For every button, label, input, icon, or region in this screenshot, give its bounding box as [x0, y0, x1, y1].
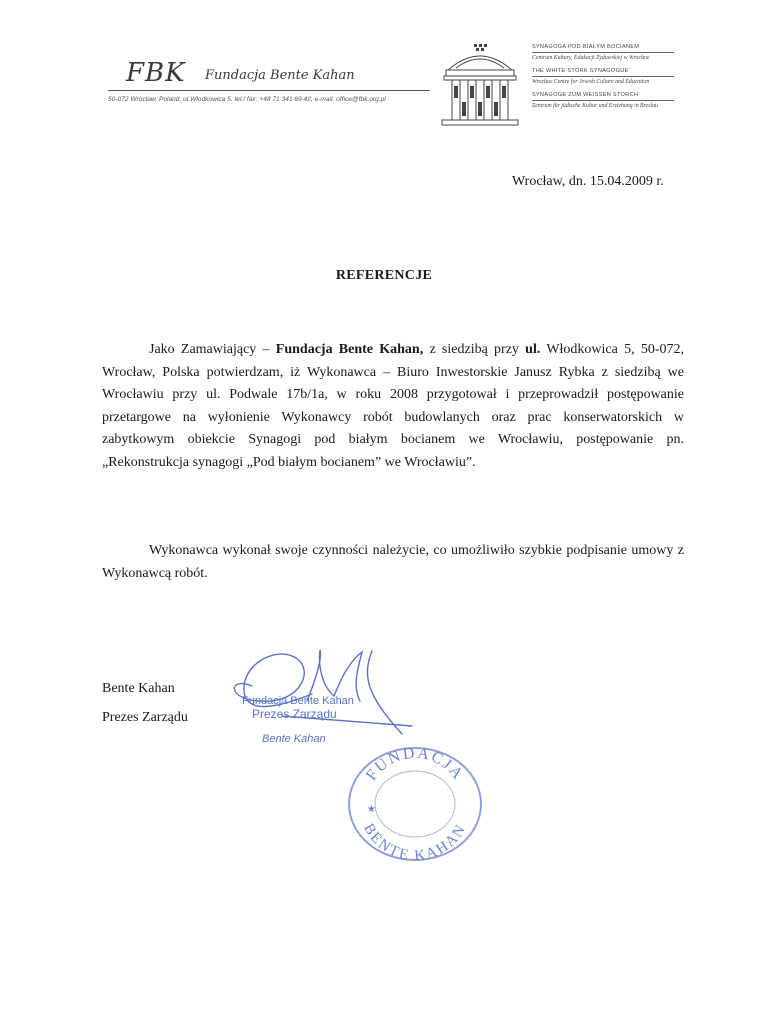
letterhead-block-rule — [532, 52, 674, 53]
synagogue-building-icon — [438, 40, 522, 130]
letter-paragraph-1 — [102, 339, 684, 475]
letterhead-block-de — [532, 92, 674, 109]
letterhead-block-pl — [532, 44, 674, 61]
letterhead-logo: FBK — [126, 58, 186, 88]
letter-heading: REFERENCJE — [335, 268, 433, 283]
letterhead-block-en — [532, 68, 674, 85]
signature-stamp-line2: Prezes Zarządu — [252, 707, 337, 721]
signatory-title: Prezes Zarządu — [102, 710, 188, 725]
paragraph-1-bold-street: ul. — [525, 342, 541, 357]
seal-star-icon: ★ — [367, 804, 376, 815]
letter-date: Wrocław, dn. 15.04.2009 r. — [512, 174, 664, 189]
letterhead-block-subtitle: Wrocław Centre for Jewish Culture and Education — [532, 79, 650, 85]
paragraph-1-rest: Włodkowica 5, 50-072, Wrocław, Polska potwierdzam, iż Wykonawca – Biuro Inwestorskie Janusz Rybka z siedzibą we Wrocławiu przy ul. Podwale 17b/1a, w roku 2008 przygotował i przeprowadził postępowanie przetargowe na wyłonienie Wykonawcy robót budowlanych oraz prac konserwatorskich w zabytkowym obiekcie Synagogi pod białym bocianem we Wrocławiu, postępowanie pn. „Rekonstrukcja synagogi „Pod białym bocianem” we Wrocławiu”. — [102, 342, 684, 470]
letterhead-divider — [108, 90, 430, 91]
seal-bottom-text: BENTE KAHAN — [360, 821, 470, 864]
letterhead-block-subtitle: Centrum Kultury, Edukacji Żydowskiej w Wrocław — [532, 55, 650, 61]
letterhead-block-title: SYNAGOGA POD BIAŁYM BOCIANEM — [532, 44, 640, 50]
letterhead-block-rule — [532, 100, 674, 101]
signatory-name: Bente Kahan — [102, 681, 175, 696]
paragraph-1-start: Jako Zamawiający – — [149, 342, 276, 357]
paragraph-1-bold-name: Fundacja Bente Kahan, — [275, 342, 424, 357]
letterhead-block-title: THE WHITE STORK SYNAGOGUE — [532, 68, 629, 74]
letterhead-block-subtitle: Zentrum für jüdische Kultur und Erziehung in Breslau — [532, 103, 658, 109]
letterhead-block-title: SYNAGOGE ZUM WEISSEN STORCH — [532, 92, 639, 98]
foundation-seal — [345, 744, 485, 864]
signature-stamp — [222, 646, 422, 758]
letterhead-block-rule — [532, 76, 674, 77]
signature-stamp-line1: Fundacja Bente Kahan — [242, 695, 354, 707]
signature-stamp-line3: Bente Kahan — [262, 733, 326, 745]
letterhead-name: Fundacja Bente Kahan — [205, 68, 355, 83]
seal-top-text: FUNDACJA — [362, 744, 467, 784]
paragraph-1-middle: z siedzibą przy — [423, 342, 526, 357]
letter-paragraph-2: Wykonawca wykonał swoje czynności należycie, co umożliwiło szybkie podpisanie umowy z Wykonawcą robót. — [102, 543, 684, 581]
letterhead-right-column — [532, 44, 674, 116]
letterhead-address: 50-072 Wrocław, Poland, ul.Włodkowica 5, tel./ fax: +48 71 341 69 42, e-mail: office@fbk.org.pl — [108, 96, 386, 103]
